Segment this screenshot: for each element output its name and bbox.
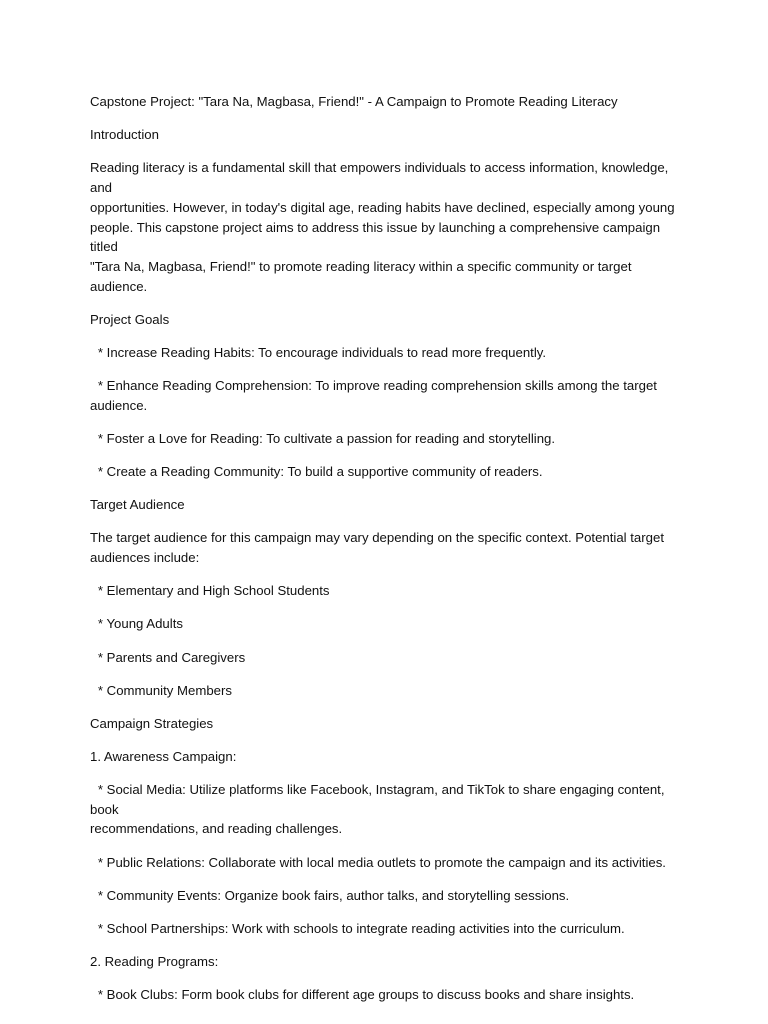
bullet-icon: * <box>97 920 103 936</box>
goal-item <box>90 343 690 363</box>
strategy-item <box>90 985 690 1005</box>
paragraph-line: Reading literacy is a fundamental skill that empowers individuals to access information, knowledge, and <box>90 160 669 195</box>
audience-item <box>90 681 690 701</box>
goal-text-continued: audience. <box>90 398 148 414</box>
strategy-text-continued: recommendations, and reading challenges. <box>90 821 343 837</box>
bullet-icon: * <box>97 986 103 1002</box>
bullet-icon: * <box>97 649 103 665</box>
bullet-icon: * <box>97 464 103 480</box>
bullet-icon: * <box>97 583 103 599</box>
target-audience-paragraph <box>90 528 690 568</box>
bullet-icon: * <box>97 345 103 361</box>
strategy-item <box>90 780 690 839</box>
audience-item <box>90 614 690 634</box>
bullet-icon: * <box>97 854 103 870</box>
audience-text: Elementary and High School Students <box>106 583 330 599</box>
introduction-heading: Introduction <box>90 127 159 143</box>
strategy-text: School Partnerships: Work with schools to integrate reading activities into the curriculum. <box>106 920 625 936</box>
strategy-text: Social Media: Utilize platforms like Facebook, Instagram, and TikTok to share engaging content, book <box>90 781 665 817</box>
bullet-icon: * <box>97 616 103 632</box>
audience-text: Community Members <box>106 682 232 698</box>
bullet-icon: * <box>97 887 103 903</box>
document-page <box>90 92 690 1018</box>
strategy-item <box>90 919 690 939</box>
document-title: Capstone Project: "Tara Na, Magbasa, Friend!" - A Campaign to Promote Reading Literacy <box>90 94 618 109</box>
strategy-text: Community Events: Organize book fairs, author talks, and storytelling sessions. <box>106 887 570 903</box>
bullet-icon: * <box>97 682 103 698</box>
goal-text: Enhance Reading Comprehension: To improve reading comprehension skills among the target <box>106 378 657 394</box>
paragraph-line: "Tara Na, Magbasa, Friend!" to promote reading literacy within a specific community or target audience. <box>90 259 632 294</box>
bullet-icon: * <box>97 781 103 797</box>
goal-item <box>90 429 690 449</box>
audience-item <box>90 581 690 601</box>
audience-item <box>90 648 690 668</box>
goal-text: Increase Reading Habits: To encourage individuals to read more frequently. <box>106 345 547 361</box>
audience-text: Parents and Caregivers <box>106 649 246 665</box>
goal-text: Create a Reading Community: To build a supportive community of readers. <box>106 464 543 480</box>
strategy-item <box>90 853 690 873</box>
strategy-text: Book Clubs: Form book clubs for different age groups to discuss books and share insights. <box>106 986 635 1002</box>
project-goals-heading: Project Goals <box>90 312 170 328</box>
target-audience-heading: Target Audience <box>90 497 185 513</box>
bullet-icon: * <box>97 431 103 447</box>
paragraph-line: The target audience for this campaign may vary depending on the specific context. Potential target <box>90 530 664 546</box>
bullet-icon: * <box>97 378 103 394</box>
campaign-strategies-heading: Campaign Strategies <box>90 715 214 731</box>
goal-text: Foster a Love for Reading: To cultivate a passion for reading and storytelling. <box>106 431 556 447</box>
strategy-reading-programs-heading: 2. Reading Programs: <box>90 953 219 969</box>
paragraph-line: audiences include: <box>90 550 200 566</box>
strategy-text: Public Relations: Collaborate with local media outlets to promote the campaign and its activities. <box>106 854 666 870</box>
paragraph-line: people. This capstone project aims to address this issue by launching a comprehensive campaign titled <box>90 219 661 255</box>
paragraph-line: opportunities. However, in today's digital age, reading habits have declined, especially among young <box>90 199 675 215</box>
goal-item <box>90 376 690 416</box>
strategy-awareness-heading: 1. Awareness Campaign: <box>90 748 237 764</box>
goal-item <box>90 462 690 482</box>
audience-text: Young Adults <box>106 616 183 632</box>
strategy-item <box>90 886 690 906</box>
introduction-paragraph <box>90 158 690 297</box>
